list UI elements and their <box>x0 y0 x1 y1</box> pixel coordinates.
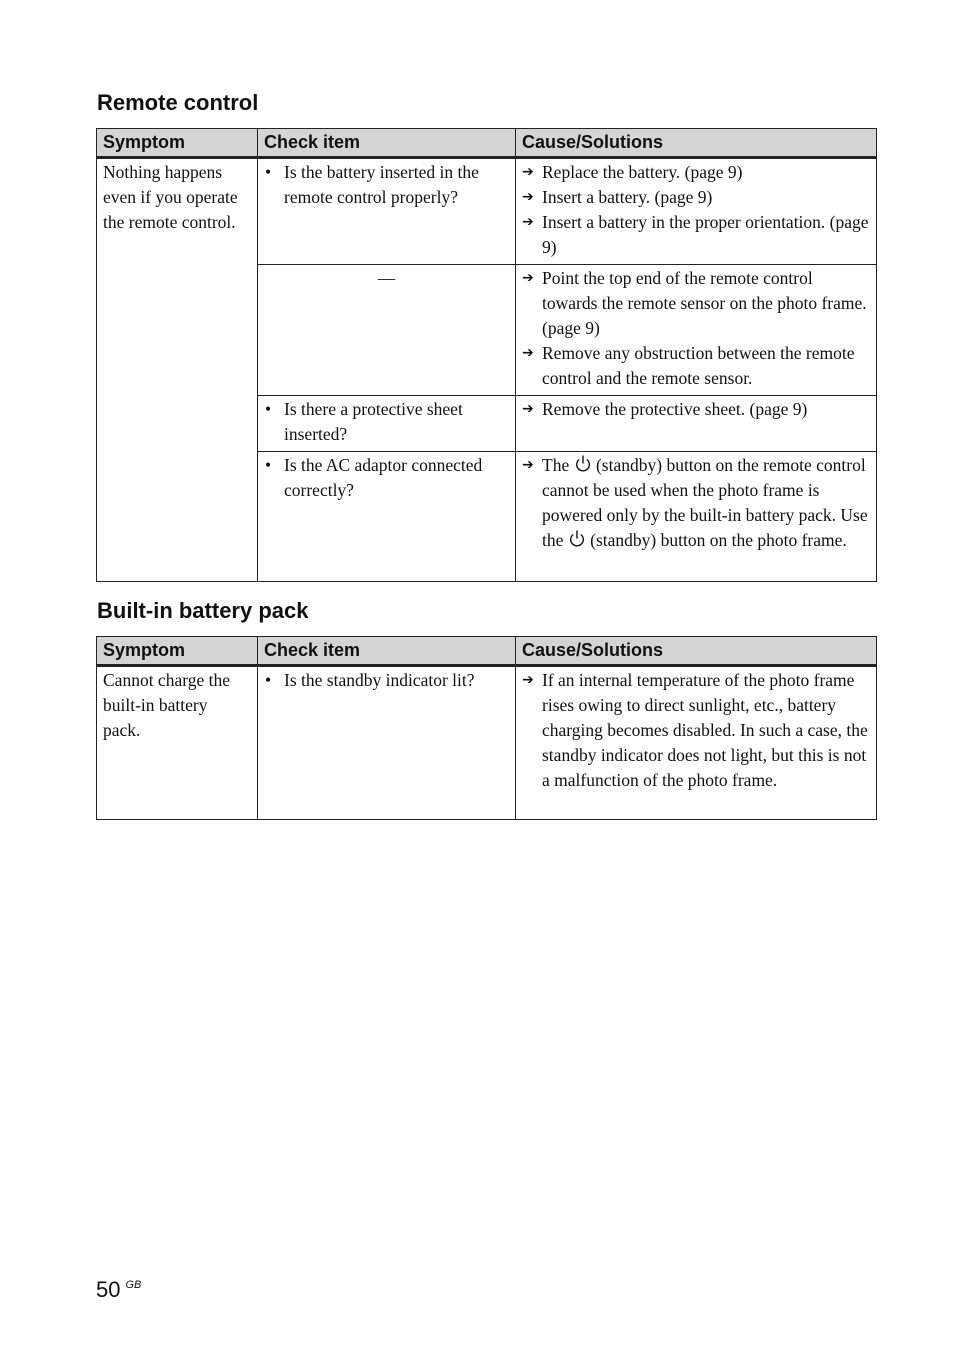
solutions-cell <box>516 452 877 582</box>
column-header-check-item: Check item <box>258 637 516 666</box>
table-row <box>97 158 877 265</box>
column-header-cause-solutions: Cause/Solutions <box>516 129 877 158</box>
solutions-cell <box>516 396 877 452</box>
symptom-cell <box>97 666 258 820</box>
solution-item: ➔ If an internal temperature of the photo frame rises owing to direct sunlight, etc., battery charging becomes disabled. In such a case, the standby indicator does not light, but this is not a malfunction of the photo frame. <box>522 668 870 793</box>
solution-item: ➔ Remove any obstruction between the remote control and the remote sensor. <box>522 341 870 391</box>
symptom-cell <box>97 158 258 582</box>
region-code: GB <box>125 1279 142 1291</box>
battery-pack-table <box>96 636 877 820</box>
symptom-line: the remote control. <box>103 212 236 232</box>
standby-power-icon <box>574 454 592 474</box>
solution-item: ➔ Insert a battery. (page 9) <box>522 185 870 210</box>
solution-text: (standby) button on the remote control cannot be used when the photo frame is powered only by the built-in battery pack. Use the <box>542 455 868 550</box>
solution-text: (standby) button on the photo frame. <box>590 530 847 550</box>
check-item: • Is the battery inserted in the remote control properly? <box>264 160 509 210</box>
check-item-cell <box>258 158 516 265</box>
solution-item: ➔ Replace the battery. (page 9) <box>522 160 870 185</box>
check-item-cell <box>258 452 516 582</box>
symptom-line: Nothing happens <box>103 162 223 182</box>
solutions-cell <box>516 666 877 820</box>
solution-item: ➔ Point the top end of the remote control towards the remote sensor on the photo frame. (page 9) <box>522 266 870 341</box>
symptom-line: Cannot charge the <box>103 670 230 690</box>
page-footer <box>96 1277 141 1303</box>
check-item-cell-empty <box>258 265 516 396</box>
page-number: 50 <box>96 1277 121 1302</box>
solution-item: ➔ Remove the protective sheet. (page 9) <box>522 397 870 422</box>
check-item: • Is the standby indicator lit? <box>264 668 509 693</box>
solutions-cell <box>516 265 877 396</box>
solution-item <box>522 453 870 553</box>
check-item-cell <box>258 666 516 820</box>
column-header-cause-solutions: Cause/Solutions <box>516 637 877 666</box>
remote-control-heading: Remote control <box>97 90 259 115</box>
table-header-row <box>97 129 877 158</box>
check-item-cell <box>258 396 516 452</box>
solution-item: ➔ Insert a battery in the proper orientation. (page 9) <box>522 210 870 260</box>
column-header-check-item: Check item <box>258 129 516 158</box>
symptom-line: even if you operate <box>103 187 238 207</box>
table-header-row <box>97 637 877 666</box>
solutions-cell <box>516 158 877 265</box>
standby-power-icon <box>568 529 586 549</box>
remote-control-table <box>96 128 877 582</box>
check-item: • Is there a protective sheet inserted? <box>264 397 509 447</box>
battery-pack-heading: Built-in battery pack <box>97 598 309 623</box>
check-item: • Is the AC adaptor connected correctly? <box>264 453 509 503</box>
table-row <box>97 666 877 820</box>
column-header-symptom: Symptom <box>97 637 258 666</box>
column-header-symptom: Symptom <box>97 129 258 158</box>
symptom-line: built-in battery <box>103 695 208 715</box>
symptom-line: pack. <box>103 720 141 740</box>
dash-placeholder: — <box>377 268 396 288</box>
solution-text: The <box>542 455 570 475</box>
